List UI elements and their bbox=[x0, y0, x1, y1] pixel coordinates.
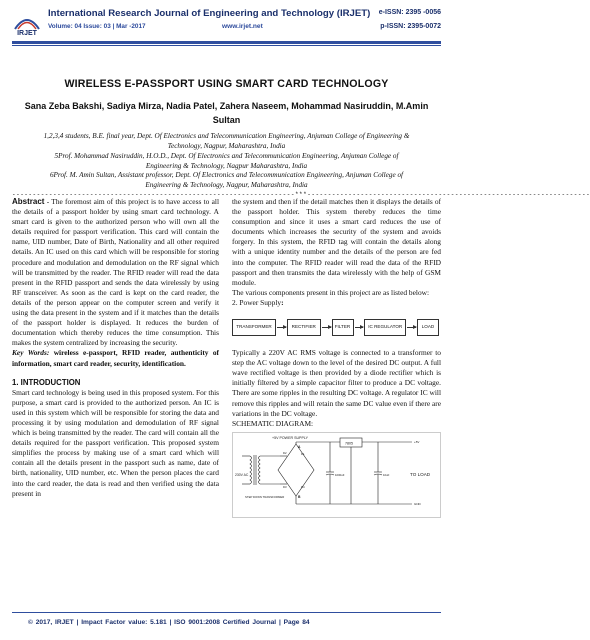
capacitor-10uf-label: 10uF bbox=[383, 472, 390, 477]
page-footer: © 2017, IRJET | Impact Factor value: 5.181 | ISO 9001:2008 Certified Journal | Page 84 bbox=[28, 619, 310, 626]
abstract-text: - The foremost aim of this project is to have access to all the details of a passport holder by using smart card technology. A smart card is given to the authorized person who will own all the details required for passport verification. This card will contain the name, UID number, Date of Birth, Nationality and all other required details. An IC used on this card which will be responsible for storing procedure and modulation and demodulation on the RF signal which will be transmitted by the reader. The RFID reader will read the data present in the RFID passport and sends the data wirelessly by using RF transceiver. As soon as the card is kept on the card reader, the details of the person appear on the computer screen and verify it using the data present in the system and if it matches than the details of the passport holder is displayed. It reduces the burden of documentation which thereby reduces the time consumption. This makes the system centralized by increasing the security. bbox=[12, 197, 219, 348]
block-filter: FILTER bbox=[332, 319, 354, 336]
journal-name: International Research Journal of Engineering and Technology (IRJET) bbox=[48, 8, 371, 19]
diode-d2-label: D2 bbox=[283, 450, 287, 455]
irjet-logo bbox=[12, 7, 42, 37]
affiliation-students: 1,2,3,4 students, B.E. final year, Dept. Of Electronics and Telecommunication Engineering, Anjuman College of Engineering & Technology, Nagpur, Maharashtra, India bbox=[43, 132, 410, 150]
introduction-heading: 1. INTRODUCTION bbox=[12, 377, 81, 387]
power-supply-colon: : bbox=[281, 297, 284, 307]
transformer-label: STEP DOWN TRANSFORMER bbox=[245, 494, 285, 499]
paper-authors: Sana Zeba Bakshi, Sadiya Mirza, Nadia Patel, Zahera Naseem, Mohammad Nasiruddin, M.Amin Sultan bbox=[24, 101, 429, 125]
diode-d1-label: D1 bbox=[301, 451, 305, 456]
keywords-label: Key Words: bbox=[12, 348, 50, 358]
bridge-node-b: B bbox=[298, 494, 301, 499]
block-ic-regulator: IC REGULATOR bbox=[364, 319, 406, 336]
output-plus5v-label: +5V bbox=[414, 439, 420, 444]
p-issn: p-ISSN: 2395-0072 bbox=[380, 23, 441, 30]
abstract bbox=[12, 197, 219, 348]
journal-website[interactable]: www.irjet.net bbox=[222, 23, 263, 30]
logo-text: IRJET bbox=[17, 30, 37, 37]
keywords-text: wireless e-passport, RFID reader, authenticity of information, smart card reader, security, identification. bbox=[12, 348, 219, 368]
intro-continued: the system and then if the detail matches then it displays the details of the passport holder. This system thereby reduces the time consumption and since it uses a smart card reduces the use of documents which increases the security of the system and avoids forgery. In this system, the RFID tag will contain the details along with a unique identity number and the details of the person are fed into the computer. The RFID reader will read the data of the RFID passport and then transmits the data wirelessly with the help of GSM module. bbox=[232, 197, 441, 287]
power-supply-text: Typically a 220V AC RMS voltage is connected to a transformer to step the AC voltage down to the level of the desired DC output. A full wave rectified voltage is then provided by a diode rectifier which is initially filtered by a simple capacitor filter to produce a DC voltage. There are some ripples in the resulting DC voltage. A regulator IC will remove this ripples and will retain the same DC value even if there are variations in the DC voltage. bbox=[232, 348, 441, 418]
affiliation-hod: 5Prof. Mohammad Nasiruddin, H.O.D., Dept. Of Electronics and Telecommunication Engineering, Anjuman College of Engineering & Technology, Nagpur Maharashtra, India bbox=[54, 152, 399, 170]
ground-label: GND bbox=[414, 501, 421, 506]
e-issn: e-ISSN: 2395 -0056 bbox=[378, 9, 441, 16]
spacer bbox=[12, 369, 219, 378]
affiliation-asst-prof: 6Prof. M. Amin Sultan, Assistant professor, Dept. Of Electronics and Telecommunication Engineering, Anjuman College of Engineering & Technology, Nagpur, Maharashtra, India bbox=[49, 171, 404, 189]
bridge-node-a: A bbox=[298, 444, 301, 449]
schematic-title: +5V POWER SUPPLY bbox=[272, 435, 308, 440]
arrow-icon bbox=[407, 327, 416, 328]
introduction-text: Smart card technology is being used in this proposed system. For this purpose, a smart card is provided to the authorized person. An IC is used in this system which will be responsible for storing the data and processing it by using modulation and demodulation of RF signal which is being transmitted by the reader. The card will contain all the details required for the passport verification. This proposed system simplifies the process by making use of a smart card which will contain all the details present in the passport such as name, date of birth, nationality, UID number, etc. When the person places the card into the card reader, the data is read and then verified using the data present in bbox=[12, 387, 219, 498]
left-column bbox=[12, 197, 219, 499]
capacitor-1000uf-label: 1000uF bbox=[335, 472, 345, 477]
power-supply-block-diagram bbox=[232, 318, 439, 336]
arrow-icon bbox=[277, 327, 286, 328]
schematic-heading: SCHEMATIC DIAGRAM: bbox=[232, 418, 314, 428]
volume-issue: Volume: 04 Issue: 03 | Mar -2017 bbox=[48, 23, 146, 30]
journal-header bbox=[12, 6, 441, 42]
power-supply-heading bbox=[232, 298, 441, 308]
to-load-label: TO LOAD bbox=[410, 471, 431, 477]
regulator-label: 7805 bbox=[345, 441, 353, 446]
arrow-icon bbox=[322, 327, 331, 328]
keywords bbox=[12, 348, 219, 368]
abstract-label: Abstract bbox=[12, 197, 45, 206]
components-intro: The various components present in this project are as listed below: bbox=[232, 287, 430, 297]
schematic-input-label: 230V AC bbox=[235, 472, 249, 477]
header-rule bbox=[12, 41, 441, 44]
block-load: LOAD bbox=[417, 319, 439, 336]
footer-rule bbox=[12, 612, 441, 613]
header-rule-thin bbox=[12, 45, 441, 46]
section-separator: ---------------------------------------------------------------------***--------------------------------------------------------------------- bbox=[12, 191, 590, 198]
power-supply-label: 2. Power Supply bbox=[232, 297, 282, 307]
paper-title: WIRELESS E-PASSPORT USING SMART CARD TECHNOLOGY bbox=[64, 78, 389, 90]
diode-d4-label: D4 bbox=[301, 484, 305, 489]
diode-d3-label: D3 bbox=[283, 484, 287, 489]
block-rectifier: RECTIFIER bbox=[287, 319, 321, 336]
right-column bbox=[232, 197, 441, 521]
arrow-icon bbox=[355, 327, 364, 328]
power-supply-schematic bbox=[232, 432, 441, 518]
block-transformer: TRANSFORMER bbox=[232, 319, 276, 336]
